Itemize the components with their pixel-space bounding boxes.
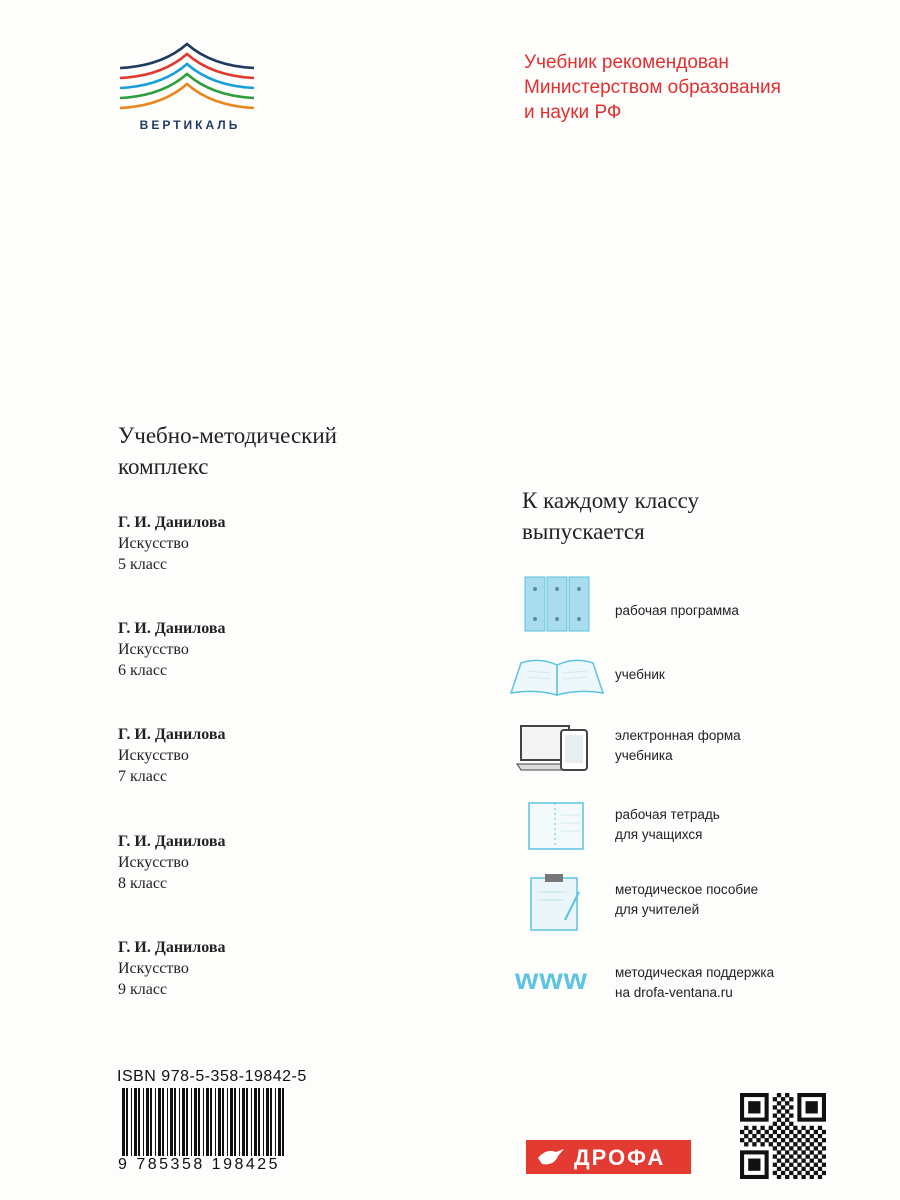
- book-subject: Искусство: [118, 535, 189, 552]
- item-label: [615, 726, 741, 766]
- publisher-badge: [526, 1140, 691, 1174]
- book-author: Г. И. Данилова: [118, 514, 226, 531]
- item-label-line: учебника: [615, 748, 673, 763]
- complex-heading-line: комплекс: [118, 454, 209, 479]
- item-label-line: на drofa-ventana.ru: [615, 985, 733, 1000]
- item-label-line: рабочая тетрадь: [615, 807, 720, 822]
- book-author: Г. И. Данилова: [118, 620, 226, 637]
- item-label-line: для учителей: [615, 902, 700, 917]
- book-grade: 5 класс: [118, 556, 168, 573]
- recommendation-line: Министерством образования: [524, 77, 781, 98]
- each-class-heading-line: выпускается: [522, 519, 645, 544]
- book-entry: [118, 618, 418, 681]
- product-item: [505, 718, 865, 778]
- www-icon: www: [515, 963, 589, 996]
- book-subject: Искусство: [118, 854, 189, 871]
- book-grade: 6 класс: [118, 662, 168, 679]
- item-label: [615, 880, 758, 920]
- item-label: [615, 805, 720, 845]
- arch-lines-logo-icon: [112, 40, 262, 120]
- complex-heading: [118, 420, 448, 482]
- clipboard-icon: [505, 872, 610, 932]
- item-label: [615, 963, 774, 1003]
- each-class-heading: [522, 485, 852, 547]
- book-subject: Искусство: [118, 960, 189, 977]
- book-entry: [118, 937, 418, 1000]
- book-grade: 7 класс: [118, 768, 168, 785]
- open-book-icon: [505, 645, 610, 705]
- publisher-name: ДРОФА: [574, 1145, 666, 1170]
- isbn-text: ISBN 978-5-358-19842-5: [117, 1068, 307, 1085]
- recommendation-line: Учебник рекомендован: [524, 52, 729, 73]
- bird-icon: [536, 1146, 566, 1168]
- product-item: [505, 645, 865, 705]
- book-entry: [118, 512, 418, 575]
- item-label: учебник: [615, 667, 665, 682]
- book-subject: Искусство: [118, 641, 189, 658]
- book-author: Г. И. Данилова: [118, 726, 226, 743]
- book-author: Г. И. Данилова: [118, 833, 226, 850]
- item-label-line: методическое пособие: [615, 882, 759, 897]
- binders-icon: [505, 575, 610, 635]
- publisher-logo: [112, 40, 262, 140]
- complex-heading-line: Учебно-методический: [118, 423, 337, 448]
- book-entry: [118, 724, 418, 787]
- product-item: [505, 797, 865, 857]
- item-label-line: методическая поддержка: [615, 965, 775, 980]
- product-item: [505, 872, 865, 932]
- item-label-line: для учащихся: [615, 827, 703, 842]
- each-class-heading-line: К каждому классу: [522, 488, 700, 513]
- product-item: [505, 955, 865, 1015]
- qr-code-icon: [740, 1093, 826, 1179]
- devices-icon: [505, 718, 610, 778]
- book-grade: 8 класс: [118, 875, 168, 892]
- book-author: Г. И. Данилова: [118, 939, 226, 956]
- recommendation-line: и науки РФ: [524, 102, 622, 123]
- ministry-recommendation: [524, 50, 864, 125]
- logo-brand-text: ВЕРТИКАЛЬ: [139, 118, 241, 132]
- notebook-icon: [505, 797, 610, 857]
- barcode-digits: 9 785358 198425: [118, 1156, 281, 1173]
- book-entry: [118, 831, 418, 894]
- barcode-icon: [122, 1088, 286, 1156]
- product-item: [505, 575, 865, 635]
- item-label: рабочая программа: [615, 603, 739, 618]
- book-grade: 9 класс: [118, 981, 168, 998]
- item-label-line: электронная форма: [615, 728, 741, 743]
- book-subject: Искусство: [118, 747, 189, 764]
